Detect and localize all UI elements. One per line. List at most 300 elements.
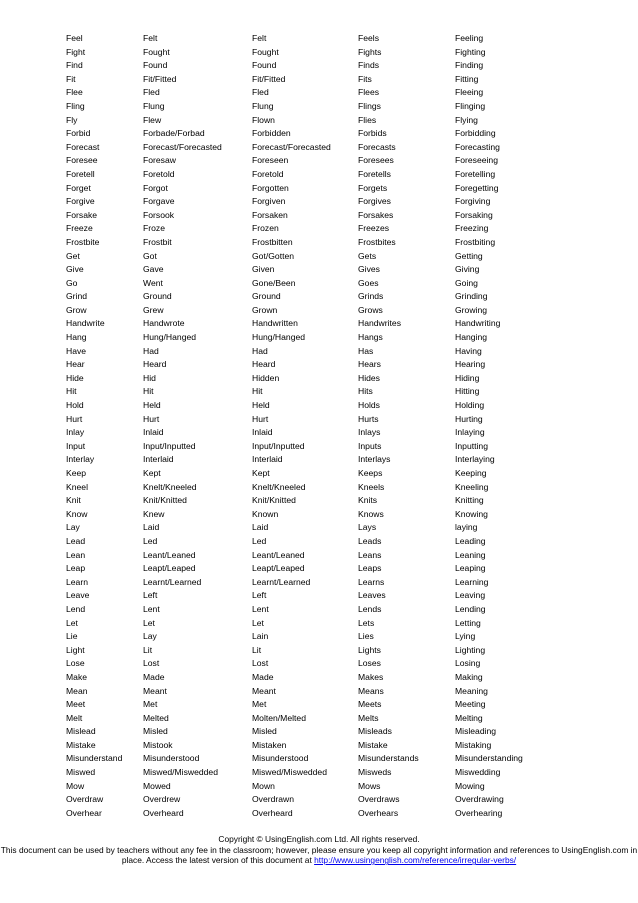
verb-cell: Misled [143,726,168,737]
verb-cell: Hit [252,386,263,397]
verb-cell: Miswed/Miswedded [143,767,218,778]
verb-cell: Inputting [455,440,488,451]
verb-cell: Inlay [66,427,85,438]
verb-cell: Lain [252,631,269,642]
verb-cell: Hung/Hanged [252,332,306,343]
verb-cell: Hearing [455,359,486,370]
table-row [66,712,555,726]
table-row [66,521,555,535]
verb-cell: Mistake [358,739,388,750]
verb-cell: Hears [358,359,381,370]
verb-cell: Hiding [455,372,480,383]
usage-notice [0,845,638,866]
verb-cell: Misunderstands [358,753,419,764]
verb-cell: Foresaw [143,155,176,166]
table-row [66,576,555,590]
verb-cell: Foreseen [252,155,289,166]
table-row [66,413,555,427]
verb-cell: Kneel [66,481,88,492]
table-row [66,644,555,658]
table-row [66,317,555,331]
table-row [66,290,555,304]
verb-cell: Knit [66,495,81,506]
verb-cell: Mowing [455,780,485,791]
verb-cell: Forecasts [358,141,396,152]
table-row [66,236,555,250]
table-row [66,440,555,454]
verb-cell: Hang [66,332,87,343]
verb-cell: Found [252,60,277,71]
table-row [66,385,555,399]
verb-cell: Hurting [455,413,483,424]
verb-cell: Leaps [358,563,382,574]
verb-cell: Go [66,277,78,288]
table-row [66,277,555,291]
table-row [66,780,555,794]
verb-cell: Forbids [358,128,387,139]
verb-cell: Forsaking [455,209,493,220]
verb-cell: Leapt/Leaped [143,563,196,574]
verb-cell: Flying [455,114,478,125]
verb-cell: Give [66,264,84,275]
verb-cell: Loses [358,658,381,669]
verb-cell: Forgiven [252,196,286,207]
verb-cell: Getting [455,250,483,261]
verb-cell: Led [143,535,158,546]
verb-cell: Make [66,671,88,682]
verb-cell: Fit [66,73,76,84]
table-row [66,494,555,508]
verb-cell: Fits [358,73,372,84]
verb-cell: Hurts [358,413,379,424]
verb-cell: Got [143,250,157,261]
reference-link[interactable]: http://www.usingenglish.com/reference/irregular-verbs/ [314,855,517,866]
verb-cell: Mistaken [252,739,287,750]
verb-cell: Laid [143,522,160,533]
verb-cell: Lent [252,603,269,614]
verb-cell: Mistaking [455,739,492,750]
table-row [66,168,555,182]
verb-cell: Mean [66,685,88,696]
table-row [66,766,555,780]
verb-cell: Learns [358,576,385,587]
verb-cell: Keeps [358,468,383,478]
table-row [66,698,555,712]
verb-cell: Forget [66,182,91,193]
verb-cell: Meant [252,685,276,696]
verb-cell: Lights [358,644,381,655]
table-row [66,182,555,196]
table-row [66,331,555,345]
verb-cell: Gives [358,264,380,275]
verb-cell: Keep [66,468,87,478]
verb-cell: Knowing [455,508,488,519]
verb-cell: Leaping [455,563,486,574]
verb-cell: Growing [455,304,487,315]
table-row [66,141,555,155]
verb-cell: Hides [358,372,380,383]
verb-cell: Forgive [66,196,95,207]
verb-cell: Leant/Leaned [143,549,196,560]
verb-cell: Losing [455,658,481,669]
verb-cell: Foretold [252,168,284,179]
table-row [66,603,555,617]
verb-cell: Flew [143,114,162,125]
verb-cell: Known [252,508,279,519]
verb-cell: Hear [66,359,85,370]
verb-cell: Hurt [143,413,160,424]
verb-cell: Feels [358,33,380,43]
verb-cell: Misleading [455,726,497,737]
verb-cell: Hanging [455,332,488,343]
verb-cell: Leads [358,535,382,546]
table-row [66,549,555,563]
verb-cell: Freeze [66,223,93,234]
verb-cell: Meant [143,685,167,696]
verb-cell: Interlaid [143,454,174,465]
verb-cell: Interlaying [455,454,495,465]
verb-cell: Handwrites [358,318,401,329]
verb-cell: Fought [252,46,279,57]
verb-cell: Lying [455,631,476,642]
verb-table-body [66,32,555,820]
verb-cell: Fit/Fitted [252,73,286,84]
verb-cell: Grows [358,304,383,315]
verb-cell: Lost [252,658,269,669]
table-row [66,481,555,495]
verb-cell: Lean [66,549,86,560]
verb-cell: Forecast/Forecasted [252,141,331,152]
verb-cell: Laid [252,522,269,533]
verb-cell: Kept [143,468,161,478]
verb-cell: Misunderstood [252,753,309,764]
verb-cell: Leaning [455,549,486,560]
verb-cell: Grow [66,304,87,315]
verb-cell: Knits [358,495,378,506]
verb-cell: Frostbite [66,236,100,247]
copyright-footer [0,834,638,866]
verb-cell: Flown [252,114,275,125]
table-row [66,358,555,372]
verb-cell: Forgotten [252,182,289,193]
verb-cell: Ground [143,291,172,302]
verb-cell: Molten/Melted [252,712,306,723]
verb-cell: Learnt/Learned [252,576,311,587]
table-row [66,209,555,223]
verb-cell: Made [143,671,165,682]
table-row [66,630,555,644]
verb-cell: Felt [252,33,267,43]
verb-cell: Forgot [143,182,168,193]
verb-cell: Meeting [455,699,486,710]
verb-cell: Heard [143,359,167,370]
verb-cell: Keeping [455,468,487,478]
verb-cell: Fights [358,46,382,57]
verb-cell: Misunderstanding [455,753,523,764]
verb-cell: Hung/Hanged [143,332,197,343]
table-row [66,793,555,807]
verb-cell: Hidden [252,372,280,383]
verb-cell: Melt [66,712,83,723]
verb-cell: Know [66,508,88,519]
verb-cell: Inlaid [143,427,164,438]
verb-cell: Overhear [66,807,102,818]
verb-cell: Held [252,400,270,411]
verb-cell: Having [455,345,482,356]
verb-cell: Frozen [252,223,279,234]
verb-cell: Overheard [252,807,293,818]
verb-cell: Overhears [358,807,399,818]
verb-cell: Knelt/Kneeled [143,481,197,492]
verb-cell: Forbidden [252,128,291,139]
verb-cell: Flees [358,87,380,98]
verb-cell: Foretells [358,168,391,179]
verb-cell: Lies [358,631,374,642]
verb-cell: Let [143,617,155,628]
verb-cell: Knows [358,508,384,519]
verb-cell: Frostbites [358,236,396,247]
verb-cell: Handwrite [66,318,105,329]
verb-cell: Felt [143,33,158,43]
table-row [66,86,555,100]
verb-cell: Foresees [358,155,394,166]
verb-cell: Held [143,400,161,411]
verb-cell: Found [143,60,168,71]
verb-cell: Forgave [143,196,175,207]
verb-cell: Flung [143,100,165,111]
verb-cell: Meaning [455,685,488,696]
verb-cell: Forecast [66,141,100,152]
verb-cell: Input/Inputted [252,440,305,451]
verb-cell: Mowed [143,780,171,791]
verb-cell: Frostbit [143,236,172,247]
verb-cell: Kneeling [455,481,489,492]
verb-cell: Leading [455,535,486,546]
verb-cell: Leap [66,563,86,574]
table-row [66,685,555,699]
verb-cell: Forsook [143,209,175,220]
verb-cell: Flings [358,100,381,111]
table-row [66,263,555,277]
verb-cell: Foresee [66,155,98,166]
verb-cell: Met [143,699,158,710]
verb-cell: Learnt/Learned [143,576,202,587]
verb-cell: Learn [66,576,88,587]
verb-cell: Forbade/Forbad [143,128,205,139]
verb-cell: Going [455,277,478,288]
table-row [66,304,555,318]
verb-cell: Forgives [358,196,391,207]
verb-cell: Freezing [455,223,489,234]
verb-cell: Hide [66,372,84,383]
verb-cell: Hurt [252,413,269,424]
verb-cell: Lending [455,603,486,614]
verb-cell: Learning [455,576,489,587]
verb-cell: Leaving [455,590,486,601]
verb-cell: Overhearing [455,807,503,818]
verb-cell: Grind [66,291,88,302]
table-row [66,562,555,576]
table-row [66,100,555,114]
verb-cell: Fought [143,46,170,57]
table-row [66,195,555,209]
verb-cell: Overdrawn [252,794,295,805]
table-row [66,739,555,753]
verb-cell: Makes [358,671,384,682]
verb-cell: Forbid [66,128,91,139]
usage-notice-text: This document can be used by teachers without any fee in the classroom; however, please ensure you keep all copyright information and references to UsingEnglish.com in place. Access the latest version of this document at [0,844,638,866]
verb-cell: Flee [66,87,83,98]
verb-cell: Giving [455,264,480,275]
verb-cell: Knew [143,508,165,519]
verb-cell: Fight [66,46,86,57]
verb-cell: Foretell [66,168,95,179]
verb-cell: Hits [358,386,373,397]
table-row [66,222,555,236]
verb-cell: Kept [252,468,270,478]
verb-cell: Fleeing [455,87,484,98]
verb-cell: Melting [455,712,483,723]
table-row [66,453,555,467]
verb-cell: Overdrawing [455,794,504,805]
verb-cell: Inputs [358,440,382,451]
verb-cell: Grown [252,304,278,315]
verb-cell: Grinds [358,291,384,302]
verb-cell: Lay [143,631,157,642]
table-row [66,657,555,671]
verb-cell: Flung [252,100,274,111]
verb-cell: Lend [66,603,86,614]
verb-cell: Forgets [358,182,388,193]
irregular-verbs-table [66,32,555,820]
verb-cell: Overdraw [66,794,104,805]
table-row [66,467,555,481]
verb-cell: Lent [143,603,160,614]
table-row [66,807,555,821]
verb-cell: Means [358,685,384,696]
verb-cell: Inlays [358,427,381,438]
verb-cell: Let [66,617,78,628]
verb-cell: Lighting [455,644,486,655]
table-row [66,73,555,87]
verb-cell: Made [252,671,274,682]
verb-cell: Goes [358,277,379,288]
verb-cell: Meet [66,699,86,710]
verb-cell: Lost [143,658,160,669]
table-row [66,752,555,766]
verb-cell: Finding [455,60,484,71]
verb-cell: Has [358,345,374,356]
verb-cell: Mow [66,780,85,791]
verb-cell: Let [252,617,264,628]
verb-cell: Making [455,671,483,682]
verb-cell: Foreseeing [455,155,498,166]
verb-cell: Forsakes [358,209,394,220]
verb-cell: Light [66,644,85,655]
verb-cell: Knit/Knitted [252,495,296,506]
verb-cell: Misleads [358,726,392,737]
verb-cell: Find [66,60,83,71]
verb-cell: Frostbitten [252,236,293,247]
verb-cell: Meets [358,699,382,710]
verb-cell: Went [143,277,163,288]
verb-cell: Mislead [66,726,96,737]
verb-cell: Handwriting [455,318,501,329]
verb-cell: Foretelling [455,168,496,179]
verb-cell: Interlays [358,454,391,465]
verb-cell: Holds [358,400,380,411]
table-row [66,32,555,46]
table-row [66,59,555,73]
verb-cell: Miswed [66,767,96,778]
verb-cell: Had [252,345,268,356]
table-row [66,345,555,359]
verb-cell: Lit [143,644,153,655]
verb-cell: Hangs [358,332,383,343]
verb-cell: Melts [358,712,379,723]
verb-cell: Feel [66,33,83,43]
table-row [66,725,555,739]
verb-cell: Letting [455,617,481,628]
verb-cell: Fighting [455,46,486,57]
verb-cell: Inlaid [252,427,273,438]
verb-cell: Forgiving [455,196,491,207]
verb-cell: Lit [252,644,262,655]
verb-cell: Grew [143,304,164,315]
verb-cell: Input/Inputted [143,440,196,451]
verb-cell: Hid [143,372,156,383]
verb-cell: Froze [143,223,165,234]
verb-cell: Fly [66,114,78,125]
verb-cell: Knit/Knitted [143,495,187,506]
verb-cell: Had [143,345,159,356]
verb-cell: Feeling [455,33,484,43]
table-row [66,154,555,168]
table-row [66,114,555,128]
verb-cell: Foregetting [455,182,499,193]
verb-cell: Mistake [66,739,96,750]
table-row [66,399,555,413]
verb-cell: Lose [66,658,85,669]
table-row [66,671,555,685]
verb-cell: Melted [143,712,169,723]
verb-cell: Holding [455,400,485,411]
verb-cell: Leapt/Leaped [252,563,305,574]
verb-cell: Inlaying [455,427,485,438]
verb-cell: Given [252,264,275,275]
verb-cell: Forsaken [252,209,288,220]
verb-cell: Heard [252,359,276,370]
verb-cell: Lie [66,631,78,642]
verb-cell: Mown [252,780,275,791]
table-row [66,127,555,141]
verb-cell: Forecast/Forecasted [143,141,222,152]
verb-cell: Kneels [358,481,385,492]
verb-cell: Handwrote [143,318,185,329]
verb-cell: Misunderstood [143,753,200,764]
verb-cell: Misunderstand [66,753,123,764]
table-row [66,535,555,549]
verb-cell: Ground [252,291,281,302]
verb-cell: Lay [66,522,80,533]
verb-cell: Interlaid [252,454,283,465]
table-row [66,589,555,603]
verb-cell: Get [66,250,80,261]
verb-cell: Miswed/Miswedded [252,767,327,778]
verb-cell: Hurt [66,413,83,424]
verb-cell: Misweds [358,767,392,778]
verb-cell: Mows [358,780,381,791]
